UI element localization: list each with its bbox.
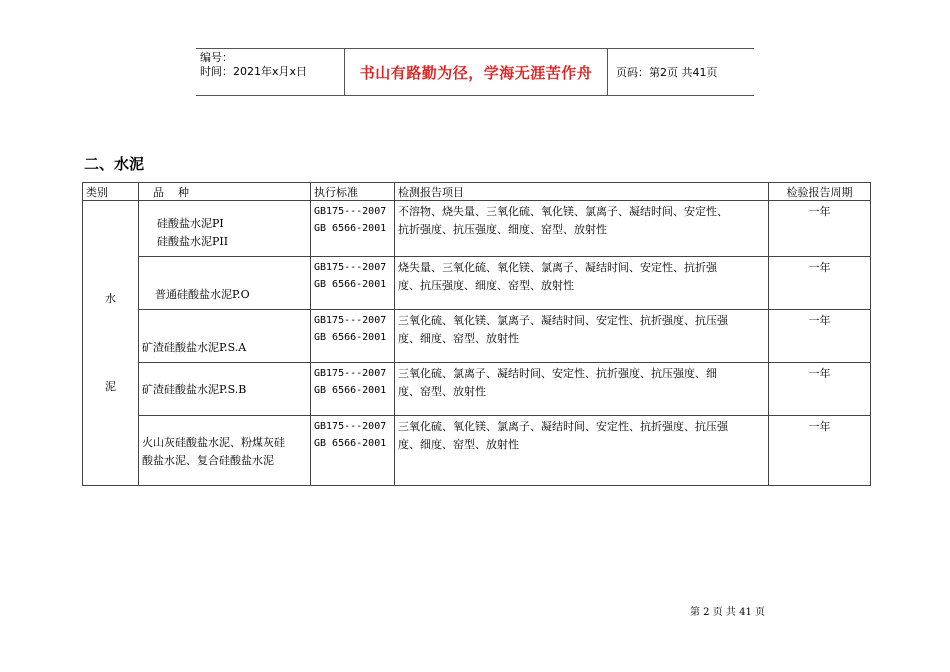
category-char: 泥 — [105, 380, 116, 393]
period-cell: 一年 — [769, 201, 871, 257]
period-cell: 一年 — [769, 257, 871, 310]
standard-cell: GB175---2007 GB 6566-2001 — [311, 257, 395, 310]
variety-cell: 矿渣硅酸盐水泥P.S.B — [139, 363, 311, 416]
standard-cell: GB175---2007 GB 6566-2001 — [311, 363, 395, 416]
time-label: 时间：2021年x月x日 — [200, 65, 308, 78]
items-cell: 三氧化硫、氯离子、凝结时间、安定性、抗折强度、抗压强度、细 度、窑型、放射性 — [395, 363, 769, 416]
standard-cell: GB175---2007 GB 6566-2001 — [311, 201, 395, 257]
section-title: 二、水泥 — [84, 155, 145, 173]
header-motto: 书山有路勤为径，学海无涯苦作舟 — [345, 49, 608, 96]
number-label: 编号： — [200, 51, 233, 64]
col-header-variety: 品 种 — [139, 183, 311, 201]
header-page-label: 页码：第2页 共41页 — [616, 66, 718, 79]
col-header-items: 检测报告项目 — [395, 183, 769, 201]
table-row — [83, 310, 871, 363]
category-cell — [83, 201, 139, 486]
items-cell: 三氧化硫、氧化镁、氯离子、凝结时间、安定性、抗折强度、抗压强 度、细度、窑型、放射性 — [395, 310, 769, 363]
header-meta — [196, 49, 345, 96]
col-header-period: 检验报告周期 — [769, 183, 871, 201]
period-cell: 一年 — [769, 363, 871, 416]
document-header — [196, 48, 754, 96]
items-cell: 烧失量、三氧化硫、氧化镁、氯离子、凝结时间、安定性、抗折强 度、抗压强度、细度、窑型、放射性 — [395, 257, 769, 310]
category-char: 水 — [105, 292, 116, 305]
standard-cell: GB175---2007 GB 6566-2001 — [311, 416, 395, 486]
items-cell: 三氧化硫、氧化镁、氯离子、凝结时间、安定性、抗折强度、抗压强 度、细度、窑型、放射性 — [395, 416, 769, 486]
page-footer: 第 2 页 共 41 页 — [690, 607, 765, 618]
table-row — [83, 201, 871, 257]
period-cell: 一年 — [769, 416, 871, 486]
period-cell: 一年 — [769, 310, 871, 363]
table-row — [83, 363, 871, 416]
cement-table — [82, 182, 871, 486]
col-header-standard: 执行标准 — [311, 183, 395, 201]
variety-cell: 矿渣硅酸盐水泥P.S.A — [139, 310, 311, 363]
table-row — [83, 257, 871, 310]
table-header-row — [83, 183, 871, 201]
table-row — [83, 416, 871, 486]
col-header-category: 类别 — [83, 183, 139, 201]
variety-cell: 普通硅酸盐水泥P.O — [139, 257, 311, 310]
items-cell: 不溶物、烧失量、三氧化硫、氧化镁、氯离子、凝结时间、安定性、 抗折强度、抗压强度、细度、窑型、放射性 — [395, 201, 769, 257]
standard-cell: GB175---2007 GB 6566-2001 — [311, 310, 395, 363]
variety-cell: 硅酸盐水泥PI 硅酸盐水泥PII — [139, 201, 311, 257]
variety-cell: 火山灰硅酸盐水泥、粉煤灰硅 酸盐水泥、复合硅酸盐水泥 — [139, 416, 311, 486]
